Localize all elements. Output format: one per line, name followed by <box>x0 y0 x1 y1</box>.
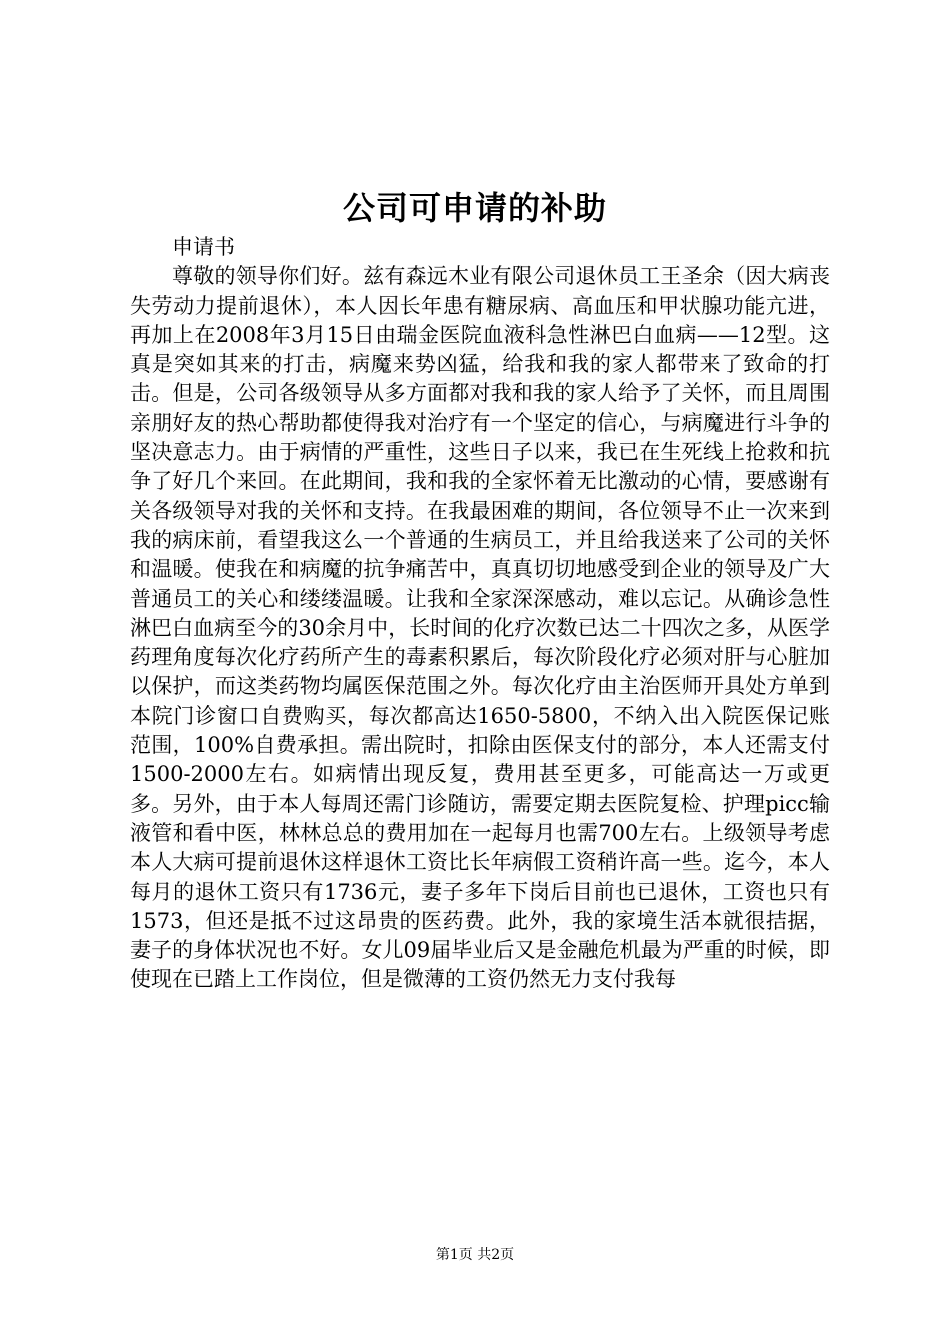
document-body <box>130 233 830 995</box>
salutation-heading: 申请书 <box>172 235 235 259</box>
body-paragraph: 尊敬的领导你们好。兹有森远木业有限公司退休员工王圣余（因大病丧失劳动力提前退休），本人因长年患有糖尿病、高血压和甲状腺功能亢进，再加上在2008年3月15日由瑞金医院血液科急性淋巴白血病——12型。这真是突如其来的打击，病魔来势凶猛，给我和我的家人都带来了致命的打击。但是，公司各级领导从多方面都对我和我的家人给予了关怀，而且周围亲朋好友的热心帮助都使得我对治疗有一个坚定的信心，与病魔进行斗争的坚决意志力。由于病情的严重性，这些日子以来，我已在生死线上抢救和抗争了好几个来回。在此期间，我和我的全家怀着无比激动的心情，要感谢有关各级领导对我的关怀和支持。在我最困难的期间，各位领导不止一次来到我的病床前，看望我这么一个普通的生病员工，并且给我送来了公司的关怀和温暖。使我在和病魔的抗争痛苦中，真真切切地感受到企业的领导及广大普通员工的关心和缕缕温暖。让我和全家深深感动，难以忘记。从确诊急性淋巴白血病至今的30余月中，长时间的化疗次数已达二十四次之多，从医学药理角度每次化疗药所产生的毒素积累后，每次阶段化疗必须对肝与心脏加以保护，而这类药物均属医保范围之外。每次化疗由主治医师开具处方单到本院门诊窗口自费购买，每次都高达1650-5800，不纳入出入院医保记账范围，100%自费承担。需出院时，扣除由医保支付的部分，本人还需支付1500-2000左右。如病情出现反复，费用甚至更多，可能高达一万或更多。另外，由于本人每周还需门诊随访，需要定期去医院复检、护理picc输液管和看中医，林林总总的费用加在一起每月也需700左右。上级领导考虑本人大病可提前退休这样退休工资比长年病假工资稍许高一些。迄今，本人每月的退休工资只有1736元，妻子多年下岗后目前也已退休，工资也只有1573，但还是抵不过这昂贵的医药费。此外，我的家境生活本就很拮据，妻子的身体状况也不好。女儿09届毕业后又是金融危机最为严重的时候，即使现在已踏上工作岗位，但是微薄的工资仍然无力支付我每 <box>130 264 830 992</box>
document-title: 公司可申请的补助 <box>342 189 607 227</box>
page-number-footer: 第1页 共2页 <box>435 1247 515 1263</box>
